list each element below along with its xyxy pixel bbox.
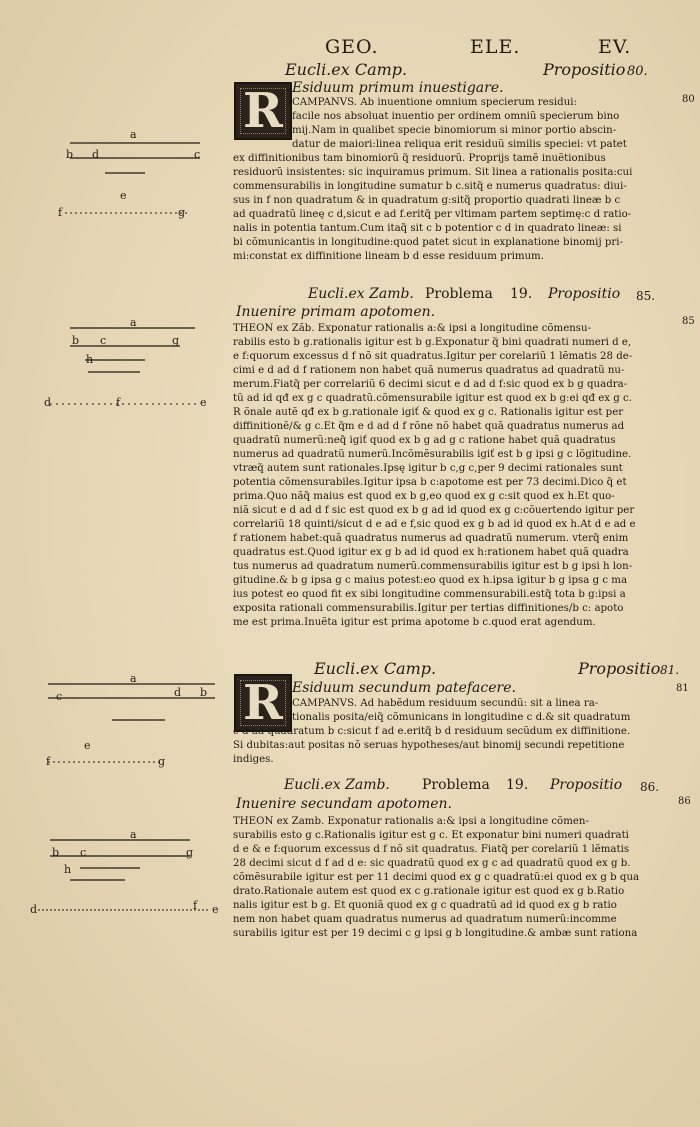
point-label-c: c (56, 690, 63, 703)
point-label-b: b (66, 148, 74, 161)
prop86-label: Propositio (550, 777, 623, 793)
text-line: tionalis posita/eiq̃ cõmunicans in longitudine c d.& sit quadratum (292, 712, 631, 723)
text-line: gitudine.& b g ipsa g c maius potest:eo quod ex h.ipsa igitur b g ipsa g c ma (233, 575, 628, 586)
point-label-e: e (84, 739, 91, 752)
header-ele: ELE. (470, 36, 521, 58)
text-line: d e & e f:quorum excessus d f nõ sit quadratus. Fiatq̃ per corelariũ 1 lẽmatis (233, 844, 630, 855)
text-line: nalis in potentia tantum.Cum itaq̃ sit c b potentior c d in quadrato lineæ: si (233, 223, 622, 234)
prop85-label: Propositio (548, 286, 621, 302)
text-line: sus in f non quadratum & in quadratum g:sitq̃ proportio quadrati lineæ b c (233, 195, 621, 206)
point-label-d: d (174, 686, 182, 699)
prop85-margin-number: 85 (682, 316, 695, 327)
prop81-margin-number: 81 (676, 683, 689, 694)
point-label-a: a (130, 828, 137, 841)
point-label-f: f (46, 755, 51, 768)
text-line: f rationem habet:quã quadratus numerus ad quadratũ numerum. vterq̃ enim (233, 533, 629, 544)
text-line: e f:quorum excessus d f nõ sit quadratus.Igitur per corelariũ 1 lẽmatis 28 de- (233, 351, 633, 362)
prop80-margin-number: 80 (682, 94, 695, 105)
text-line: prima.Quo nãq̃ maius est quod ex b g,eo quod ex g c:sit quod ex h.Et quo- (233, 491, 615, 502)
header-ev: EV. (598, 36, 632, 58)
text-line: cimi e d ad d f rationem non habet quã numerus quadratus ad quadratũ nu- (233, 365, 625, 376)
text-line: potentia cõmensurabiles.Igitur ipsa b c:apotome est per 73 decimi.Dico q̃ et (233, 477, 627, 488)
point-label-g: g (158, 755, 166, 768)
text-line: merum.Fiatq̃ per correlariũ 6 decimi sicut e d ad d f:sic quod ex b g quadra- (233, 379, 628, 390)
diagram-lines (0, 672, 230, 772)
prop85-title: Inuenire primam apotomen. (236, 304, 436, 320)
text-line: correlariũ 18 quinti/sicut d e ad e f,sic quod ex g b ad id quod ex h.At d e ad e (233, 519, 636, 530)
text-line: cõmẽsurabile igitur est per 11 decimi quod ex g c quadratũ:ei quod ex g b qua (233, 872, 640, 883)
diagram-lines (0, 316, 230, 416)
point-label-c: c (80, 846, 87, 859)
text-line: nem non habet quam quadratus numerus ad quadratum numerũ:incomme (233, 914, 617, 925)
text-line: niã sicut e d ad d f sic est quod ex b g ad id quod ex g c:cõuertendo igitur per (233, 505, 635, 516)
text-line: rabilis esto b g.rationalis igitur est b g.Exponatur q̃ bini quadrati numeri d e, (233, 337, 632, 348)
point-label-c: c (194, 148, 201, 161)
point-label-d: d (30, 903, 38, 916)
prop86-margin-number: 86 (678, 796, 691, 807)
prop80-title: Esiduum primum inuestigare. (292, 80, 504, 96)
text-line: drato.Rationale autem est quod ex c g.rationale igitur est quod ex g b.Ratio (233, 886, 625, 897)
point-label-g: g (172, 334, 180, 347)
point-label-g: g (186, 846, 194, 859)
point-label-e: e (120, 189, 127, 202)
text-line: mi:constat ex diffinitione lineam b d esse residuum primum. (233, 251, 544, 262)
point-label-e: e (212, 903, 219, 916)
text-line: me est prima.Inuẽta igitur est prima apotome b c.quod erat agendum. (233, 617, 596, 628)
prop85-text (233, 322, 678, 630)
text-line: ex diffinitionibus tam binomiorũ q̃ residuorũ. Proprijs tamẽ inuẽtionibus (233, 153, 606, 164)
line-diagram-4 (0, 828, 230, 928)
text-line: tus numerus ad quadratum numerũ.commensurabilis igitur est b g ipsi h lon- (233, 561, 633, 572)
text-line: R õnale autẽ qđ ex b g.rationale igiť & quod ex g c. Rationalis igitur est per (233, 407, 624, 418)
text-line: indiges. (233, 754, 274, 765)
prop81-label: Propositio (578, 659, 661, 678)
point-label-a: a (130, 128, 137, 141)
point-label-g: g (178, 206, 186, 219)
point-label-c: c (100, 334, 107, 347)
drop-cap-initial: R (234, 674, 292, 732)
prop80-number: 80. (627, 64, 648, 79)
point-label-d: d (92, 148, 100, 161)
prop81-source: Eucli.ex Camp. (314, 659, 437, 678)
prop86-problem: Problema (422, 777, 490, 793)
prop81-text-indented (292, 697, 678, 725)
line-diagram-3 (0, 672, 230, 772)
point-label-b: b (200, 686, 208, 699)
text-line: CAMPANVS. Ab inuentione omnium specierum residui: (292, 97, 577, 108)
text-line: c d ad quadratum b c:sicut f ad e.eritq̃ b d residuum secũdum ex diffinitione. (233, 726, 631, 737)
text-line: surabilis esto g c.Rationalis igitur est g c. Et exponatur bini numeri quadrati (233, 830, 629, 841)
text-line: bi cõmunicantis in longitudine:quod patet sicut in explanatione binomij pri- (233, 237, 623, 248)
point-label-f: f (58, 206, 63, 219)
line-diagram-2 (0, 316, 230, 416)
text-line: ius potest eo quod fit ex sibi longitudine commensurabili.estq̃ tota b g:ipsi a (233, 589, 626, 600)
text-line: CAMPANVS. Ad habẽdum residuum secundũ: sit a linea ra- (292, 698, 599, 709)
text-line: vtræq̃ autem sunt rationales.Ipsę igitur b c,g c,per 9 decimi rationales sunt (233, 463, 623, 474)
text-line: quadratus est.Quod igitur ex g b ad id quod ex h:rationem habet quã quadra (233, 547, 629, 558)
text-line: commensurabilis in longitudine sumatur b c.sitq̃ e numerus quadratus: diui- (233, 181, 627, 192)
text-line: Si dubitas:aut positas nõ seruas hypotheses/aut binomij secundi repetitione (233, 740, 625, 751)
point-label-h: h (86, 353, 94, 366)
header-geo: GEO. (325, 36, 379, 58)
text-line: quadratũ numerũ:neq̃ igiť quod ex b g ad g c ratione habet quã quadratus (233, 435, 616, 446)
text-line: 28 decimi sicut d f ad d e: sic quadratũ quod ex g c ad quadratũ quod ex g b. (233, 858, 631, 869)
diagram-lines (0, 128, 230, 228)
text-line: exposita rationali commensurabilis.Igitur per tertias diffinitiones/b c: apoto (233, 603, 624, 614)
drop-cap-initial: R (234, 82, 292, 140)
prop85-source: Eucli.ex Zamb. (308, 286, 414, 302)
prop85-number: 85. (636, 289, 656, 303)
text-line: ad quadratũ lineę c d,sicut e ad f.eritq̃ per vltimam partem septimę:c d ratio- (233, 209, 632, 220)
prop86-problem-number: 19. (506, 777, 529, 793)
point-label-h: h (64, 863, 72, 876)
point-label-b: b (52, 846, 60, 859)
prop80-label: Propositio (543, 60, 626, 79)
text-line: surabilis igitur est per 19 decimi c g ipsi g b longitudine.& ambæ sunt rationa (233, 928, 638, 939)
prop85-problem: Problema (425, 286, 493, 302)
point-label-f: f (116, 396, 121, 409)
point-label-b: b (72, 334, 80, 347)
prop81-text (233, 725, 678, 767)
point-label-d: d (44, 396, 52, 409)
prop80-text-indented (292, 96, 678, 152)
text-line: numerus ad quadratũ numerũ.Incõmẽsurabilis igiť est b g ipsi g c lõgitudine. (233, 449, 632, 460)
text-line: tũ ad id qđ ex g c quadratũ.cõmensurabile igitur est quod ex b g:ei qđ ex g c. (233, 393, 632, 404)
point-label-f: f (193, 899, 198, 912)
text-line: datur de maiori:linea reliqua erit residuũ similis speciei: vt patet (292, 139, 627, 150)
text-line: residuorũ insistentes: sic inquiramus primum. Sit linea a rationalis posita:cui (233, 167, 633, 178)
line-diagram-1 (0, 128, 230, 228)
text-line: THEON ex Zamb. Exponatur rationalis a:& ipsi a longitudine cõmen- (233, 816, 589, 827)
text-line: facile nos absoluat inuentio per ordinem omniũ specierum bino (292, 111, 620, 122)
prop80-text (233, 152, 678, 264)
point-label-a: a (130, 672, 137, 685)
point-label-e: e (200, 396, 207, 409)
point-label-a: a (130, 316, 137, 329)
text-line: mij.Nam in qualibet specie binomiorum si minor portio abscin- (292, 125, 617, 136)
text-line: diffinitionẽ/& g c.Et q̃m e d ad d f rõne nõ habet quã quadratus numerus ad (233, 421, 625, 432)
prop85-problem-number: 19. (510, 286, 533, 302)
prop86-text (233, 815, 678, 941)
prop86-title: Inuenire secundam apotomen. (236, 796, 452, 812)
prop81-title: Esiduum secundum patefacere. (292, 680, 516, 696)
prop81-number: 81. (660, 663, 680, 677)
prop80-source: Eucli.ex Camp. (285, 60, 408, 79)
text-line: nalis igitur est b g. Et quoniã quod ex g c quadratũ ad id quod ex g b ratio (233, 900, 617, 911)
prop86-number: 86. (640, 780, 660, 794)
prop86-source: Eucli.ex Zamb. (284, 777, 390, 793)
text-line: THEON ex Zãb. Exponatur rationalis a:& ipsi a longitudine cõmensu- (233, 323, 592, 334)
